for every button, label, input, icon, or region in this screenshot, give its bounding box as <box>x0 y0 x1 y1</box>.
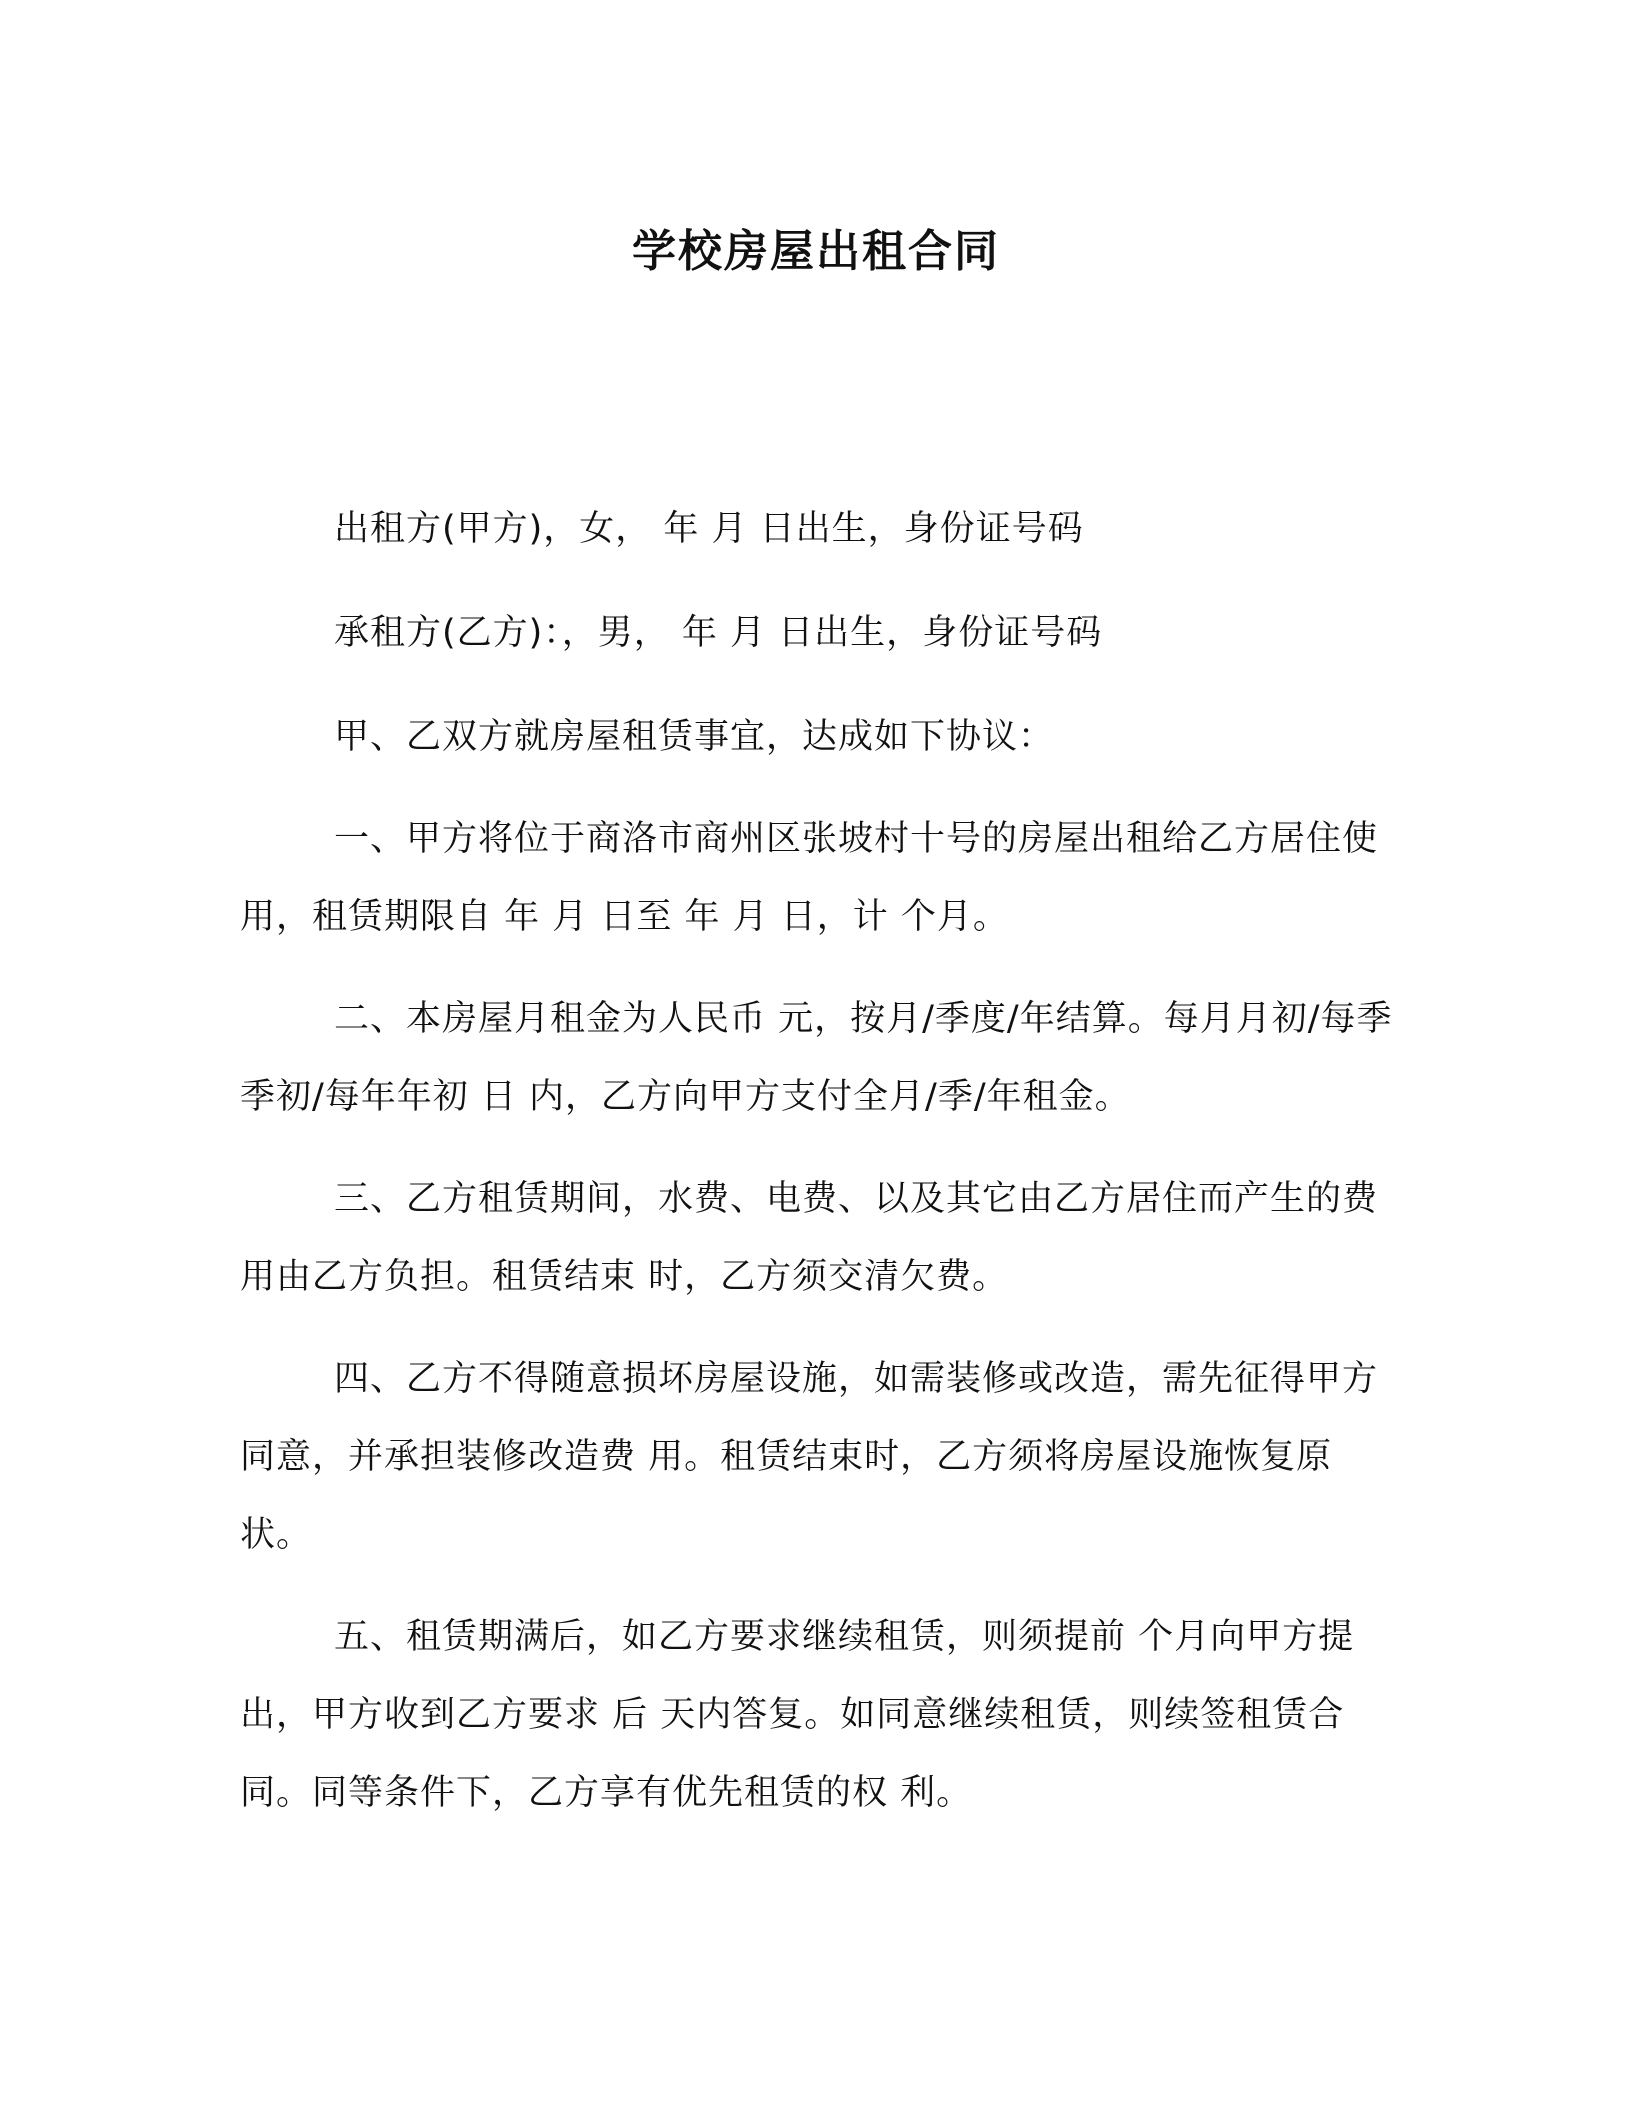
lessor-line: 出租方(甲方)，女， 年 月 日出生，身份证号码 <box>334 509 1084 549</box>
clause-2: 二、本房屋月租金为人民币 元，按月/季度/年结算。每月月初/每季季初/每年年初 日 内，乙方向甲方支付全月/季/年租金。 <box>240 999 1393 1117</box>
document-title: 学校房屋出租合同 <box>632 226 1000 277</box>
clause-1: 一、甲方将位于商洛市商州区张坡村十号的房屋出租给乙方居住使用，租赁期限自 年 月 日至 年 月 日，计 个月。 <box>240 819 1379 937</box>
clause-5: 五、租赁期满后，如乙方要求继续租赁，则须提前 个月向甲方提出，甲方收到乙方要求 后 天内答复。如同意继续租赁，则续签租赁合同。同等条件下，乙方享有优先租赁的权 利。 <box>240 1617 1355 1813</box>
agreement-intro: 甲、乙双方就房屋租赁事宜，达成如下协议： <box>334 717 1055 757</box>
clause-4: 四、乙方不得随意损坏房屋设施，如需装修或改造，需先征得甲方同意，并承担装修改造费 用。租赁结束时，乙方须将房屋设施恢复原状。 <box>240 1359 1379 1555</box>
clause-3: 三、乙方租赁期间，水费、电费、以及其它由乙方居住而产生的费用由乙方负担。租赁结束 时，乙方须交清欠费。 <box>240 1179 1379 1297</box>
lessee-line: 承租方(乙方)：，男， 年 月 日出生，身份证号码 <box>334 613 1103 653</box>
